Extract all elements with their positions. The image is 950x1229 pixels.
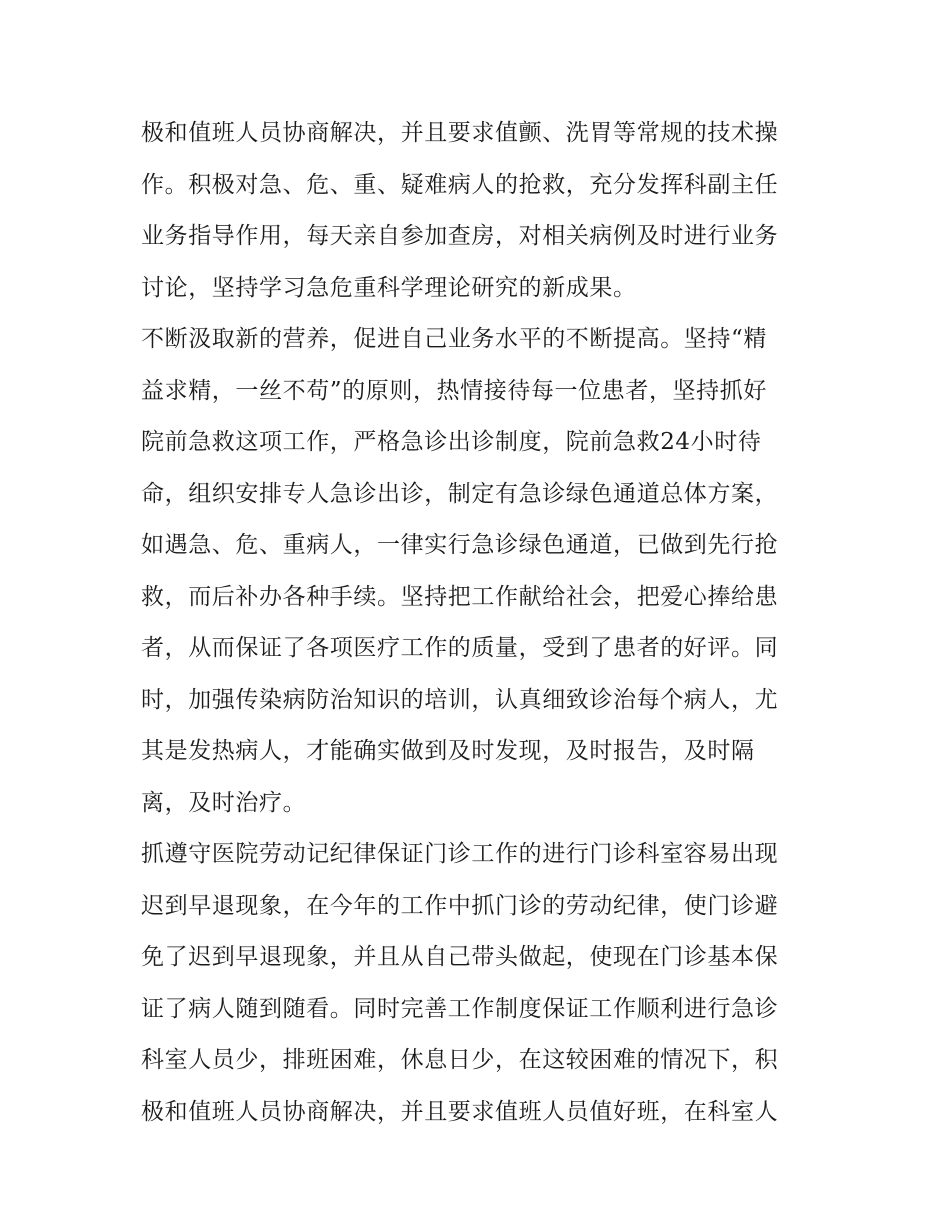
text-line: 业务指导作用，每天亲自参加查房，对相关病例及时进行业务 — [141, 223, 779, 249]
text-line: 益求精，一丝不苟”的原则，热情接待每一位患者，坚持抓好 — [141, 377, 767, 404]
text-line: 者，从而保证了各项医疗工作的质量，受到了患者的好评。同 — [141, 635, 779, 661]
text-line: 证了病人随到随看。同时完善工作制度保证工作顺利进行急诊 — [141, 995, 779, 1022]
text-line: 科室人员少，排班困难，休息日少，在这较困难的情况下，积 — [141, 1047, 779, 1073]
text-line: 抓遵守医院劳动记纪律保证门诊工作的进行门诊科室容易出现 — [141, 841, 779, 867]
body-text — [141, 108, 813, 1138]
text-line: 极和值班人员协商解决，并且要求值班人员值好班，在科室人 — [141, 1098, 779, 1125]
text-line: 不断汲取新的营养，促进自己业务水平的不断提高。坚持“精 — [141, 326, 767, 352]
text-line: 如遇急、危、重病人，一律实行急诊绿色通道，已做到先行抢 — [141, 532, 779, 558]
text-line: 极和值班人员协商解决，并且要求值颤、洗胃等常规的技术操 — [141, 120, 779, 146]
text-line: 免了迟到早退现象，并且从自己带头做起，使现在门诊基本保 — [141, 944, 779, 970]
text-line: 作。积极对急、危、重、疑难病人的抢救，充分发挥科副主任 — [141, 171, 779, 198]
text-line: 迟到早退现象，在今年的工作中抓门诊的劳动纪律，使门诊避 — [141, 892, 779, 919]
text-line: 其是发热病人，才能确实做到及时发现，及时报告，及时隔 — [141, 738, 755, 764]
text-line: 时，加强传染病防治知识的培训，认真细致诊治每个病人，尤 — [141, 686, 779, 713]
text-line: 离，及时治疗。 — [141, 789, 307, 816]
text-line: 院前急救这项工作，严格急诊出诊制度，院前急救24小时待 — [141, 429, 762, 455]
text-line: 命，组织安排专人急诊出诊，制定有急诊绿色通道总体方案， — [141, 480, 779, 507]
text-line: 救，而后补办各种手续。坚持把工作献给社会，把爱心捧给患 — [141, 583, 779, 610]
text-line: 讨论，坚持学习急危重科学理论研究的新成果。 — [141, 274, 637, 301]
